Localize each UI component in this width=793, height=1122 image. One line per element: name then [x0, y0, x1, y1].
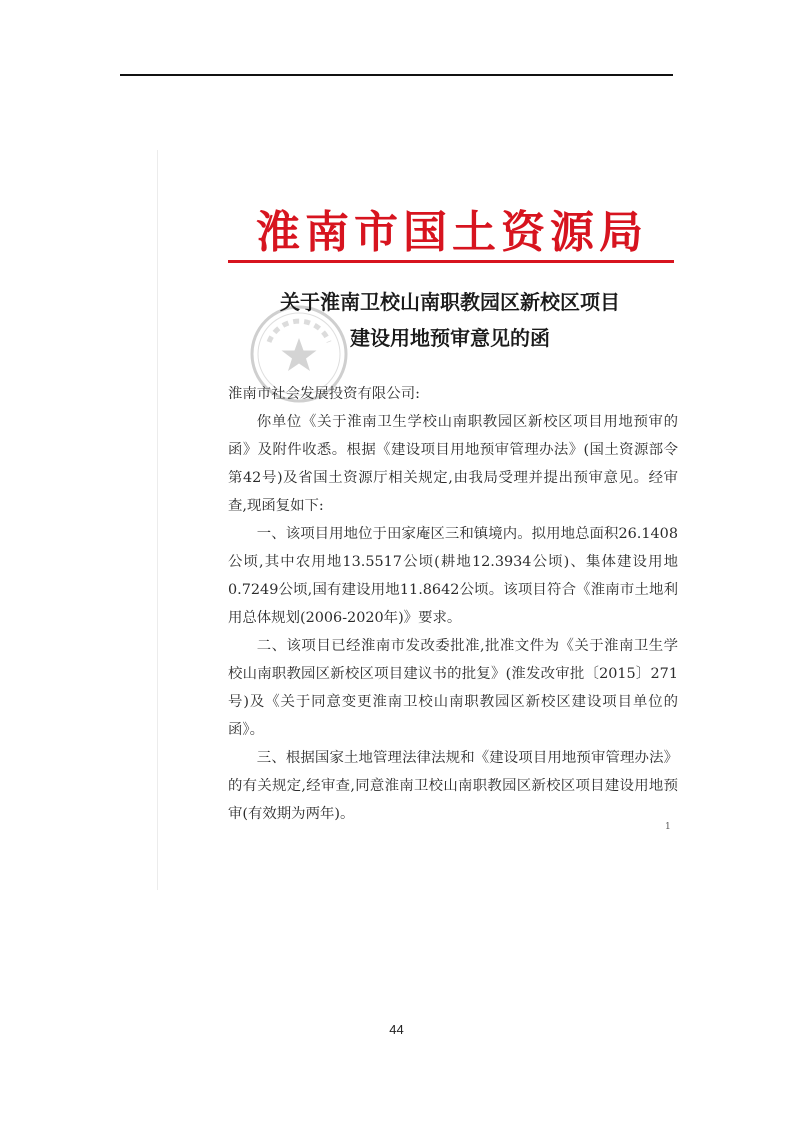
letter-body — [228, 380, 678, 828]
paragraph-approval: 二、该项目已经淮南市发改委批准,批准文件为《关于淮南卫生学校山南职教园区新校区项目建议书的批复》(淮发改审批〔2015〕271号)及《关于同意变更淮南卫校山南职教园区新校区建设项目单位的函》。 — [228, 638, 678, 738]
page-number: 44 — [389, 1022, 404, 1037]
header-rule — [120, 74, 673, 76]
document-title-line-2: 建设用地预审意见的函 — [350, 326, 550, 350]
paragraph-intro: 你单位《关于淮南卫生学校山南职教园区新校区项目用地预审的函》及附件收悉。根据《建设项目用地预审管理办法》(国土资源部令第42号)及省国土资源厅相关规定,由我局受理并提出预审意见。经审查,现函复如下: — [228, 414, 678, 514]
addressee: 淮南市社会发展投资有限公司: — [228, 386, 420, 402]
scan-edge-line — [157, 150, 158, 890]
paragraph-location: 一、该项目用地位于田家庵区三和镇境内。拟用地总面积26.1408公顷,其中农用地13.5517公顷(耕地12.3934公顷)、集体建设用地0.7249公顷,国有建设用地11.8642公顷。该项目符合《淮南市土地利用总体规划(2006-2020年)》要求。 — [228, 526, 678, 626]
document-title-line-1: 关于淮南卫校山南职教园区新校区项目 — [280, 290, 620, 314]
paragraph-conclusion: 三、根据国家土地管理法律法规和《建设项目用地预审管理办法》的有关规定,经审查,同意淮南卫校山南职教园区新校区项目建设用地预审(有效期为两年)。 — [228, 750, 678, 822]
letterhead-title: 淮南市国土资源局 — [256, 207, 648, 258]
scan-page-number: 1 — [665, 822, 671, 832]
document-title — [230, 284, 670, 356]
letterhead-red-rule — [228, 260, 674, 263]
